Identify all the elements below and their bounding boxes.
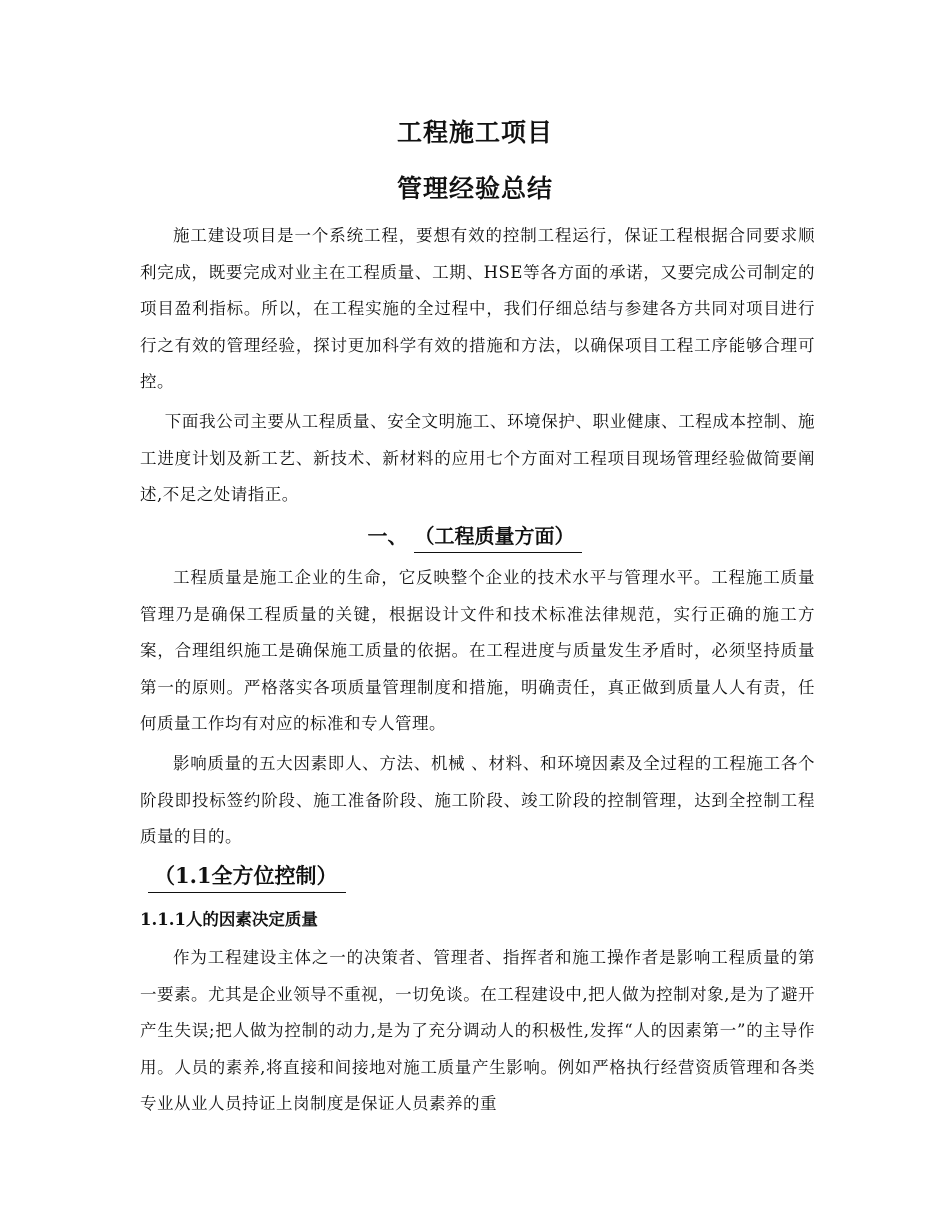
section-title: （工程质量方面） [414,522,582,553]
intro-paragraph-2: 下面我公司主要从工程质量、安全文明施工、环境保护、职业健康、工程成本控制、施工进度计划及新工艺、新技术、新材料的应用七个方面对工程项目现场管理经验做简要阐述,不足之处请指正。 [140,412,815,504]
section1-paragraph-1: 工程质量是施工企业的生命，它反映整个企业的技术水平与管理水平。工程施工质量管理乃是确保工程质量的关键，根据设计文件和技术标准法律规范，实行正确的施工方案，合理组织施工是确保施工质量的依据。在工程进度与质量发生矛盾时，必须坚持质量第一的原则。严格落实各项质量管理制度和措施，明确责任，真正做到质量人人有责，任何质量工作均有对应的标准和专人管理。 [140,568,815,733]
section1-paragraph-2: 影响质量的五大因素即人、方法、机械 、材料、和环境因素及全过程的工程施工各个阶段即投标签约阶段、施工准备阶段、施工阶段、竣工阶段的控制管理，达到全控制工程质量的目的。 [140,754,815,846]
doc-title-line2: 管理经验总结 [396,174,553,203]
subsubsection-heading-1-1-1: 1.1.1人的因素决定质量 [140,910,318,929]
doc-title-line1: 工程施工项目 [396,118,553,147]
intro-paragraph-1: 施工建设项目是一个系统工程，要想有效的控制工程运行，保证工程根据合同要求顺利完成，既要完成对业主在工程质量、工期、HSE等各方面的承诺，又要完成公司制定的项目盈利指标。所以，在工程实施的全过程中，我们仔细总结与参建各方共同对项目进行行之有效的管理经验，探讨更加科学有效的措施和方法，以确保项目工程工序能够合理可控。 [140,226,815,391]
subsection-heading-1-1: （1.1全方位控制） [148,861,346,893]
section-number: 一、 [367,524,408,548]
section-heading-quality [0,522,950,553]
subsubsection-paragraph-1: 作为工程建设主体之一的决策者、管理者、指挥者和施工操作者是影响工程质量的第一要素。尤其是企业领导不重视，一切免谈。在工程建设中,把人做为控制对象,是为了避开产生失误;把人做为控制的动力,是为了充分调动人的积极性,发挥“人的因素第一”的主导作用。人员的素养,将直接和间接地对施工质量产生影响。例如严格执行经营资质管理和各类专业从业人员持证上岗制度是保证人员素养的重 [140,948,815,1113]
